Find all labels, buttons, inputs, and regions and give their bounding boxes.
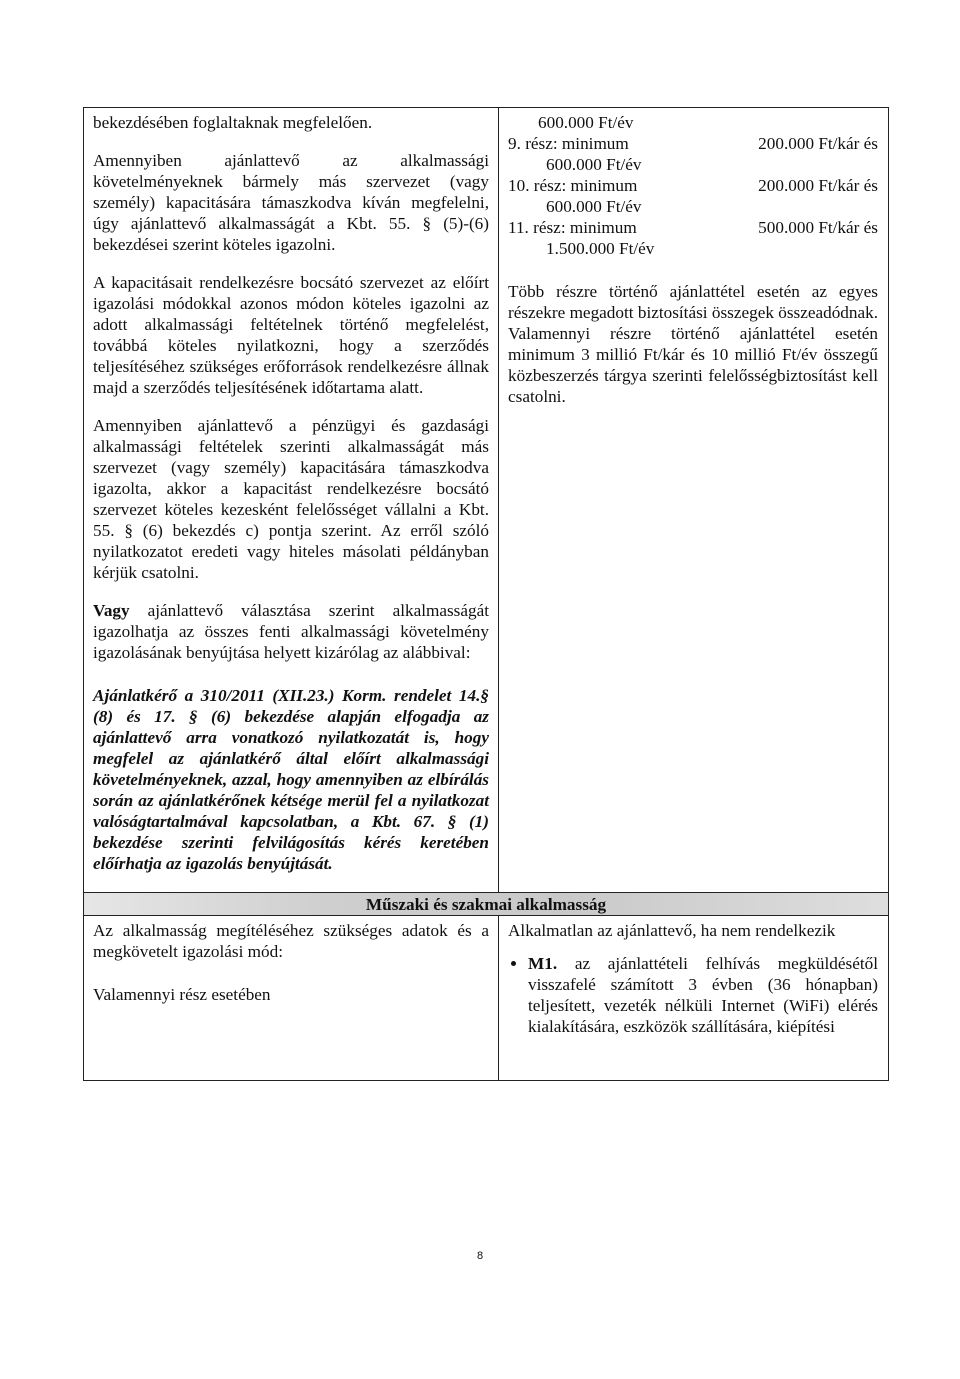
table-row (84, 108, 889, 893)
amount-line-top: 600.000 Ft/év (538, 113, 634, 132)
paragraph-financial-capacity: Amennyiben ajánlattevő a pénzügyi és gazdasági alkalmassági feltételek szerinti alkalmasságát más szervezet (vagy személy) kapacitására támaszkodva igazolta, akkor a kapacitást rendelkezésre bocsátó szervezet köteles kezesként felelősséget vállalni a Kbt. 55. § (6) bekezdés c) pontja szerint. Az erről szóló nyilatkozatot eredeti vagy hiteles másolati példányban kérjük csatolni. (93, 416, 489, 582)
requirements-table (83, 107, 889, 1081)
paragraph-multi-part: Több részre történő ajánlattétel esetén az egyes részekre megadott biztosítási összegek összeadódnak. Valamennyi részre történő ajánlattétel esetén minimum 3 millió Ft/kár és 10 millió Ft/év összegű közbeszerzés tárgya szerinti felelősségbiztosítást kell csatolni. (508, 282, 878, 406)
part-second-amount: 600.000 Ft/év (546, 155, 642, 174)
section-header: Műszaki és szakmai alkalmasság (84, 893, 889, 916)
criteria-list (508, 953, 878, 1037)
list-item (508, 217, 878, 259)
list-item (508, 133, 878, 175)
section-right-cell (499, 916, 889, 1081)
parts-list (508, 133, 878, 259)
alternative-text: ajánlattevő választása szerint alkalmasságát igazolhatja az összes fenti alkalmassági követelmény igazolásának benyújtása helyett kizárólag az alábbival: (93, 601, 489, 662)
part-second-amount: 1.500.000 Ft/év (546, 239, 655, 258)
page-number: 8 (476, 1250, 484, 1262)
part-label: 9. rész: minimum (508, 134, 629, 153)
part-label: 11. rész: minimum (508, 218, 637, 237)
bold-vagy: Vagy (93, 601, 130, 620)
left-column-cell (84, 108, 499, 893)
list-item (508, 175, 878, 217)
criterion-text: az ajánlattételi felhívás megküldésétől visszafelé számított 3 évben (36 hónapban) teljesített, vezeték nélküli Internet (WiFi) elérés kialakítására, eszközök szállítására, kiépítési (528, 954, 878, 1036)
part-second-amount: 600.000 Ft/év (546, 197, 642, 216)
part-amount: 500.000 Ft/kár és (758, 218, 878, 237)
paragraph-all-parts: Valamennyi rész esetében (93, 985, 271, 1004)
part-amount: 200.000 Ft/kár és (758, 134, 878, 153)
table-row (84, 893, 889, 916)
paragraph-capacity-provider: A kapacitásait rendelkezésre bocsátó szervezet az előírt igazolási módokkal azonos módon köteles igazolni az adott alkalmassági feltételnek történő megfelelést, továbbá köteles nyilatkozni, hogy a szerződés teljesítéséhez szükséges erőforrások rendelkezésre állnak majd a szerződés teljesítésének időtartama alatt. (93, 273, 489, 397)
paragraph-data-required: Az alkalmasság megítéléséhez szükséges adatok és a megkövetelt igazolási mód: (93, 921, 489, 961)
paragraph-declaration: Ajánlatkérő a 310/2011 (XII.23.) Korm. rendelet 14.§ (8) és 17. § (6) bekezdése alapján elfogadja az ajánlattevő arra vonatkozó nyilatkozatát is, hogy megfelel az ajánlatkérő által előírt alkalmassági követelményeknek, azzal, hogy amennyiben az elbírálás során az ajánlatkérőnek kétsége merül fel a nyilatkozat valóságtartalmával kapcsolatban, a Kbt. 67. § (1) bekezdése szerinti felvilágosítás kérés keretében előírhatja az igazolás benyújtását. (93, 686, 489, 873)
right-column-cell (499, 108, 889, 893)
list-item (528, 953, 878, 1037)
part-amount: 200.000 Ft/kár és (758, 176, 878, 195)
section-left-cell (84, 916, 499, 1081)
paragraph-alternative (93, 600, 489, 663)
paragraph-capacity-reliance: Amennyiben ajánlattevő az alkalmassági követelményeknek bármely más szervezet (vagy személy) kapacitására támaszkodva kíván megfelelni, úgy ajánlattevő alkalmasságát a Kbt. 55. § (5)-(6) bekezdései szerint köteles igazolni. (93, 151, 489, 254)
paragraph-continuation: bekezdésében foglaltaknak megfelelően. (93, 113, 373, 132)
criterion-code: M1. (528, 954, 558, 973)
table-row (84, 916, 889, 1081)
part-label: 10. rész: minimum (508, 176, 638, 195)
paragraph-unsuitable: Alkalmatlan az ajánlattevő, ha nem rendelkezik (508, 921, 836, 940)
